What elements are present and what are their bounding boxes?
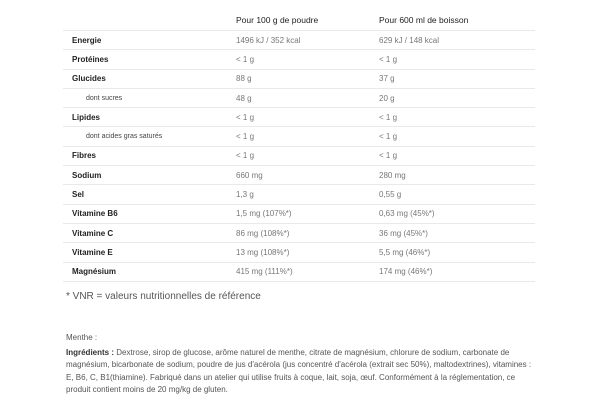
table-row — [63, 146, 535, 165]
value-per-600ml: < 1 g — [370, 108, 535, 127]
value-per-600ml: 0,63 mg (45%*) — [370, 204, 535, 223]
ingredients-label: Ingrédients : — [66, 348, 115, 357]
value-per-100g: 660 mg — [227, 166, 370, 185]
value-per-100g: 13 mg (108%*) — [227, 243, 370, 262]
nutrient-name: Sodium — [63, 166, 227, 185]
table-header-row — [63, 10, 535, 31]
table-row — [63, 88, 535, 107]
value-per-600ml: 20 g — [370, 88, 535, 107]
nutrition-body — [63, 31, 535, 282]
nutrient-name: Energie — [63, 31, 227, 50]
flavor-label: Menthe : — [66, 333, 98, 342]
nutrition-table — [63, 10, 535, 282]
nutrient-name: Vitamine C — [63, 223, 227, 242]
value-per-600ml: 37 g — [370, 69, 535, 88]
ingredients-list: Dextrose, sirop de glucose, arôme naturel de menthe, citrate de magnésium, chlorure de sodium, carbonate de magnésium, bicarbonate de sodium, poudre de jus d'acérola (jus concentré d'acérola (extrait sec 50%), maltodextrines), vitamines : E, B6, C, B1(thiamine). Fabriqué dans un atelier qui utilise fruits à coque, lait, soja, œuf. Conformément à la réglementation, ce produit contient moins de 20 mg/kg de gluten. — [66, 348, 532, 394]
nutrient-name: Protéines — [63, 50, 227, 69]
value-per-600ml: 629 kJ / 148 kcal — [370, 31, 535, 50]
table-row — [63, 166, 535, 185]
nutrient-name: Vitamine B6 — [63, 204, 227, 223]
value-per-100g: 1,5 mg (107%*) — [227, 204, 370, 223]
value-per-100g: < 1 g — [227, 127, 370, 146]
value-per-100g: 415 mg (111%*) — [227, 262, 370, 281]
value-per-600ml: < 1 g — [370, 146, 535, 165]
value-per-600ml: 174 mg (46%*) — [370, 262, 535, 281]
value-per-100g: 1496 kJ / 352 kcal — [227, 31, 370, 50]
nutrient-name: Glucides — [63, 69, 227, 88]
value-per-100g: 1,3 g — [227, 185, 370, 204]
ingredients-text — [66, 347, 534, 396]
value-per-100g: < 1 g — [227, 146, 370, 165]
value-per-600ml: < 1 g — [370, 127, 535, 146]
value-per-100g: 88 g — [227, 69, 370, 88]
header-per-100g: Pour 100 g de poudre — [236, 15, 319, 25]
table-row — [63, 31, 535, 50]
table-row — [63, 108, 535, 127]
header-nutrient — [63, 10, 227, 31]
value-per-100g: < 1 g — [227, 108, 370, 127]
nutrient-name: Fibres — [63, 146, 227, 165]
value-per-100g: < 1 g — [227, 50, 370, 69]
table-row — [63, 69, 535, 88]
nutrient-name: dont acides gras saturés — [63, 127, 227, 146]
table-row — [63, 127, 535, 146]
vnr-footnote: * VNR = valeurs nutritionnelles de référence — [66, 291, 261, 302]
value-per-600ml: < 1 g — [370, 50, 535, 69]
table-row — [63, 185, 535, 204]
value-per-600ml: 280 mg — [370, 166, 535, 185]
value-per-100g: 48 g — [227, 88, 370, 107]
nutrient-name: Magnésium — [63, 262, 227, 281]
table-row — [63, 243, 535, 262]
nutrient-name: dont sucres — [63, 88, 227, 107]
nutrient-name: Sel — [63, 185, 227, 204]
table-row — [63, 204, 535, 223]
value-per-600ml: 5,5 mg (46%*) — [370, 243, 535, 262]
value-per-600ml: 36 mg (45%*) — [370, 223, 535, 242]
header-per-600ml: Pour 600 ml de boisson — [379, 15, 469, 25]
table-row — [63, 223, 535, 242]
table-row — [63, 50, 535, 69]
value-per-100g: 86 mg (108%*) — [227, 223, 370, 242]
nutrient-name: Vitamine E — [63, 243, 227, 262]
table-row — [63, 262, 535, 281]
nutrient-name: Lipides — [63, 108, 227, 127]
value-per-600ml: 0,55 g — [370, 185, 535, 204]
